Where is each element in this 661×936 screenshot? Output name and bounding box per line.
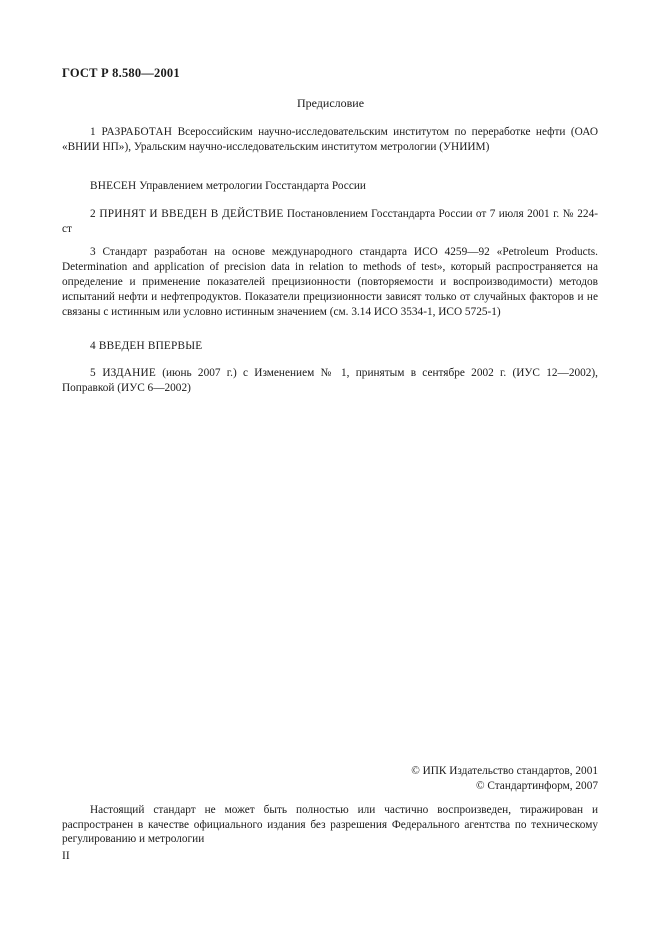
paragraph-lead: 4 ВВЕДЕН ВПЕРВЫЕ [90,340,203,352]
paragraph-lead: 1 РАЗРАБОТАН [90,126,173,138]
page-title: Предисловие [296,96,365,110]
paragraph-edition [62,366,598,396]
copyright-line: © ИПК Издательство стандартов, 2001 [411,765,598,777]
copyright-block [411,764,598,794]
paragraph-text: Всероссийским научно-исследовательским институтом по переработке нефти (ОАО «ВНИИ НП»), Уральским научно-исследовательским институтом метрологии (УНИИМ) [62,126,598,153]
paragraph-submitted-by [62,179,598,194]
paragraph-based-on: 3 Стандарт разработан на основе международного стандарта ИСО 4259—92 «Petroleum Products. Determination and application of precision data in relation to methods of test», который распространяется на определение и применение показателей прецизионности (повторяемости и воспроизводимости) методов испытаний нефти и нефтепродуктов. Показатели прецизионности зависят только от случайных факторов и не связаны с истинным или условно истинным значением (см. 3.14 ИСО 3534-1, ИСО 5725-1) [62,246,598,318]
document-code: ГОСТ Р 8.580—2001 [62,66,180,80]
paragraph-adopted [62,207,598,237]
paragraph-text: Постановлением Госстандарта России от 7 июля 2001 г. № 224-ст [62,208,598,235]
paragraph-developed-by [62,125,598,155]
paragraph-lead: 2 ПРИНЯТ И ВВЕДЕН В ДЕЙСТВИЕ [90,208,284,220]
paragraph-text: (июнь 2007 г.) с Изменением № 1, принятым в сентябре 2002 г. (ИУС 12—2002), Поправкой (ИУС 6—2002) [62,367,599,394]
paragraph-first-introduced [62,339,598,354]
copyright-line: © Стандартинформ, 2007 [475,780,598,792]
page-number: II [62,850,70,862]
reproduction-notice: Настоящий стандарт не может быть полностью или частично воспроизведен, тиражирован и распространен в качестве официального издания без разрешения Федерального агентства по техническому регулированию и метрологии [62,804,598,845]
paragraph-lead: ВНЕСЕН [90,180,137,192]
paragraph-text: Управлением метрологии Госстандарта России [136,180,366,192]
paragraph-lead: 5 ИЗДАНИЕ [90,367,156,379]
